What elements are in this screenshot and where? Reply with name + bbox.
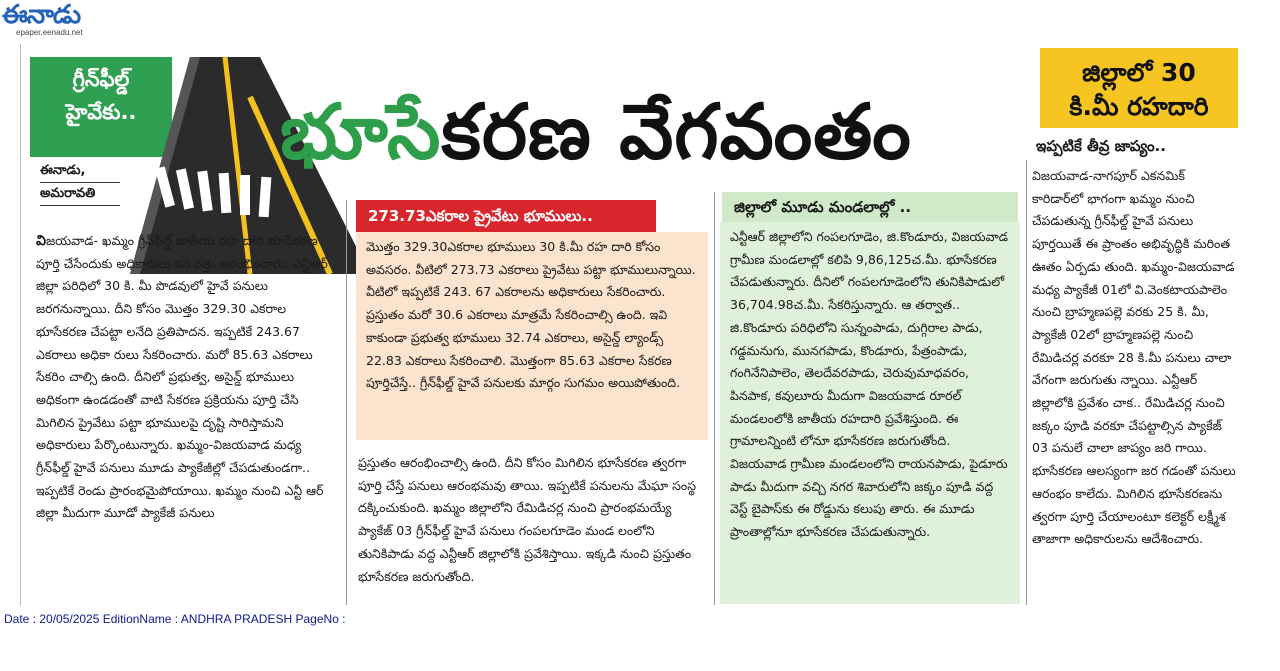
- side-headline-line-1: జిల్లాలో 30: [1082, 58, 1196, 87]
- headline-part-2: కరణ వేగవంతం: [441, 87, 912, 176]
- side-headline-line-2: కి.మీ రహదారి: [1069, 92, 1209, 121]
- kicker-line-2: హైవేకు..: [65, 100, 137, 124]
- byline-source: ఈనాడు,: [40, 160, 120, 183]
- column-divider: [714, 192, 715, 605]
- edition-footer: Date : 20/05/2025 EditionName : ANDHRA PRADESH PageNo :: [4, 612, 346, 626]
- green-box-title: జిల్లాలో మూడు మండలాల్లో ..: [722, 192, 1018, 222]
- page-headline: [280, 78, 1000, 188]
- logo-wordmark: ఈనాడు: [2, 0, 81, 30]
- logo-site: epaper.eenadu.net: [16, 28, 83, 37]
- eenadu-logo: [2, 2, 106, 38]
- orange-box-title: 273.73ఎకరాల ప్రైవేటు భూములు..: [356, 200, 656, 232]
- article-column-1: [36, 230, 336, 604]
- green-box-text: ఎన్టీఆర్ జిల్లాలోని గంపలగూడెం, జి.కొండూరు, విజయవాడ గ్రామీణ మండలాల్లో కలిపి 9,86,125చ.మీ. భూసేకరణ చేపడుతున్నారు. దీనిలో గంపలగూడెంలోని తునికిపాడులో 36,704.98చ.మీ. సేకరిస్తున్నారు. ఆ తర్వాత.. జి.కొండూరు పరిధిలోని సున్నంపాడు, దుగ్గిరాల పాడు, గడ్డమనుగు, మునగపాడు, కొండూరు, పేత్రంపాడు, గంగినేనిపాలెం, తెలదేవరపాడు, చెరువుమాధవరం, పినపాక, కవులూరు మీదుగా విజయవాడ రూరల్ మండలంలోకి జాతీయ రహదారి ప్రవేశిస్తుంది. ఈ గ్రామాలన్నింటి లోనూ భూసేకరణ జరుగుతోంది. విజయవాడ గ్రామీణ మండలంలోని రాయనపాడు, పైడూరు పాడు మీదుగా వచ్చి నగర శివారులోని జక్కం పూడి వద్ద వెస్ట్ బైపాస్‌కు ఈ రోడ్డును కలుపు తారు. ఈ మూడు ప్రాంతాల్లోనూ భూసేకరణ చేపడుతున్నారు.: [730, 229, 1008, 540]
- side-headline-box: [1040, 48, 1238, 128]
- side-subheadline: ఇప్పటికే తీవ్ర జాప్యం..: [1036, 137, 1166, 155]
- column-divider: [1026, 160, 1027, 605]
- article-column-2: ప్రస్తుతం ఆరంభించాల్సి ఉంది. దీని కోసం మిగిలిన భూసేకరణ త్వరగా పూర్తి చేస్తే పనులు ఆరంభమవు తాయి. ఇప్పటికే పనులను మేఘా సంస్థ దక్కించుకుంది. ఖమ్మం జిల్లాలోని రేమిడిచర్ల నుంచి ప్రారంభమయ్యే ప్యాకేజ్ 03 గ్రీన్‌ఫీల్డ్ హైవే పనులు గంపలగూడెం మండ లంలోని తునికిపాడు వద్ద ఎన్టీఆర్ జిల్లాలోకి ప్రవేశిస్తాయి. ఇక్కడి నుంచి ప్రస్తుతం భూసేకరణ జరుగుతోంది.: [358, 455, 697, 584]
- orange-box-text: మొత్తం 329.30ఎకరాల భూములు 30 కి.మీ రహ దారి కోసం అవసరం. వీటిలో 273.73 ఎకరాలు ప్రైవేటు పట్టా భూములున్నాయి. వీటిలో ఇప్పటికే 243. 67 ఎకరాలను అధికారులు సేకరించారు. ప్రస్తుతం మరో 30.6 ఎకరాలు మాత్రమే సేకరించాల్సి ఉంది. ఇవి కాకుండా ప్రభుత్వ భూములు 32.74 ఎకరాలు, అసైన్డ్ ల్యాండ్స్ 22.83 ఎకరాలు సేకరించాలి. మొత్తంగా 85.63 ఎకరాల సేకరణ పూర్తిచేస్తే.. గ్రీన్‌ఫీల్డ్ హైవే పనులకు మార్గం సుగమం అయిపోతుంది.: [366, 239, 696, 391]
- article-column-4: విజయవాడ-నాగపూర్ ఎకనమిక్ కారిడార్‌లో భాగంగా ఖమ్మం నుంచి చేపడుతున్న గ్రీన్‌ఫీల్డ్ హైవే పనులు పూర్తయితే ఈ ప్రాంతం అభివృద్ధికి మరింత ఊతం ఏర్పడు తుంది. ఖమ్మం-విజయవాడ మధ్య ప్యాకేజీ 01లో వి.వెంకటాయపాలెం నుంచి బ్రాహ్మణపల్లె వరకు 25 కి. మీ, ప్యాకేజీ 02లో బ్రాహ్మణపల్లె నుంచి రేమిడిచర్ల వరకూ 28 కి.మీ పనులు చాలా వేగంగా జరుగుతు న్నాయి. ఎన్టీఆర్ జిల్లాలోకి ప్రవేశం చాక.. రేమిడిచర్ల నుంచి జక్కం పూడి వరకూ చేపట్టాల్సిన ప్యాకేజ్ 03 పనులే చాలా జాప్యం జరి గాయి. భూసేకరణ ఆలస్యంగా జర గడంతో పనులు ఆరంభం కాలేదు. మిగిలిన భూసేకరణను త్వరగా పూర్తి చేయాలంటూ కలెక్టర్ లక్ష్మీశ తాజాగా అధికారులను ఆదేశించారు.: [1032, 168, 1236, 547]
- column-divider: [346, 200, 347, 605]
- headline-part-1: భూసే: [280, 87, 442, 176]
- green-info-box: [720, 222, 1020, 604]
- kicker-line-1: గ్రీన్‌ఫీల్డ్: [72, 67, 130, 91]
- dropcap: వి: [36, 233, 46, 249]
- byline: [40, 160, 120, 206]
- orange-info-box: [356, 232, 708, 440]
- byline-place: అమరావతి: [40, 183, 120, 206]
- column-1-text: జయవాడ- ఖమ్మం గ్రీన్‌ఫీల్డ్ జాతీయ రహ దారి భూసేకరణ పూర్తి చేసేందుకు అధికారులు కస రత్తు ఆరంభించారు. ఎన్టీఆర్ జిల్లా పరిధిలో 30 కి. మీ పొడవులో హైవే పనులు జరగనున్నాయి. దీని కోసం మొత్తం 329.30 ఎకరాల భూసేకరణ చేపట్టా లనేది ప్రతిపాదన. ఇప్పటికే 243.67 ఎకరాలు అధికా రులు సేకరించారు. మరో 85.63 ఎకరాలు సేకరిం చాల్సి ఉంది. దీనిలో ప్రభుత్వ, అసైన్డ్ భూములు అధికంగా ఉండడంతో వాటి సేకరణ ప్రక్రియను పూర్తి చేసి మిగిలిన ప్రైవేటు పట్టా భూములపై దృష్టి సారిస్తామని అధికారులు పేర్కొంటున్నారు. ఖమ్మం-విజయవాడ మధ్య గ్రీన్‌ఫీల్డ్ హైవే పనులు మూడు ప్యాకేజీల్లో చేపడుతుండగా.. ఇప్పటికే రెండు ప్రారంభమైపోయాయి. ఖమ్మం నుంచి ఎన్టీ ఆర్ జిల్లా మీదుగా మూడో ప్యాకేజీ పనులు: [36, 233, 328, 521]
